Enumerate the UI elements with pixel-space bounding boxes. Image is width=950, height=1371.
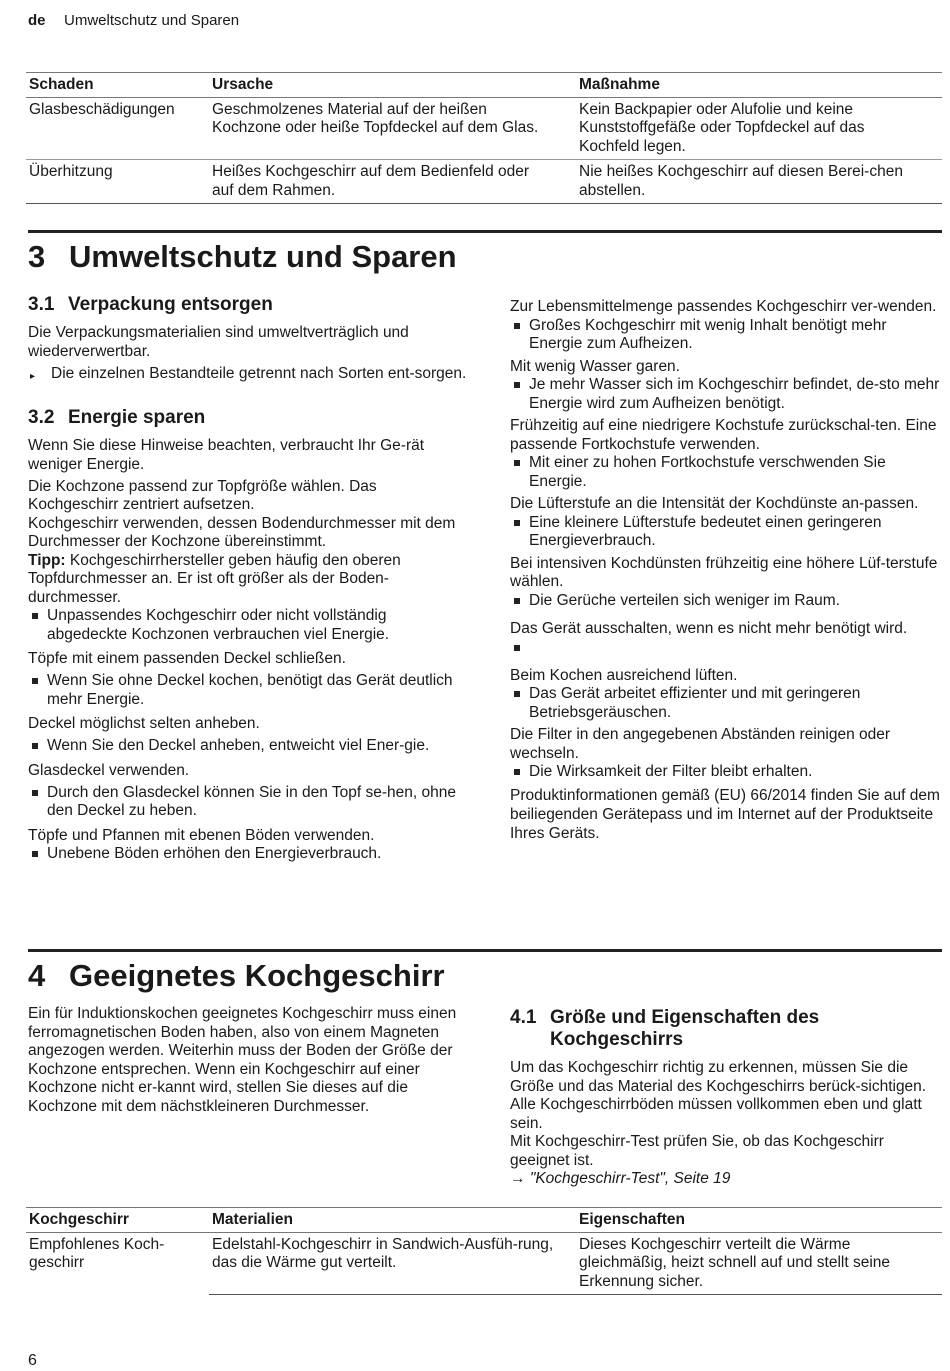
header-title: Umweltschutz und Sparen <box>64 12 240 29</box>
bullet-item <box>28 607 468 644</box>
square-bullet-icon <box>32 790 38 796</box>
table-row <box>26 160 942 204</box>
table-header: Maßnahme <box>576 73 942 98</box>
bullet-item <box>510 514 942 551</box>
section-4-1 <box>510 1007 942 1189</box>
square-bullet-icon <box>514 460 520 466</box>
chapter-4-heading <box>28 958 445 994</box>
bullet-item <box>28 845 468 864</box>
bullet-text: Das Gerät arbeitet effizienter und mit geringeren Betriebsgeräuschen. <box>529 685 861 721</box>
paragraph: Frühzeitig auf eine niedrigere Kochstufe zurückschal-ten. Eine passende Fortkochstufe verwenden. <box>510 417 937 453</box>
paragraph: Wenn Sie diese Hinweise beachten, verbraucht Ihr Ge-rät weniger Energie. <box>28 437 425 473</box>
square-bullet-icon <box>514 598 520 604</box>
square-bullet-icon <box>514 691 520 697</box>
table-cell: Empfohlenes Koch-geschirr <box>29 1235 165 1271</box>
bullet-item <box>28 737 468 756</box>
table-header: Eigenschaften <box>576 1208 942 1233</box>
chapter-4-intro <box>28 1005 460 1116</box>
step-text: Die einzelnen Bestandteile getrennt nach Sorten ent-sorgen. <box>51 364 467 382</box>
square-bullet-icon <box>32 613 38 619</box>
paragraph: Die Lüfterstufe an die Intensität der Kochdünste an-passen. <box>510 495 919 512</box>
page-number: 6 <box>28 1352 37 1369</box>
paragraph: Deckel möglichst selten anheben. <box>28 715 260 732</box>
arrow-right-icon: → <box>510 1170 526 1187</box>
bullet-text: Eine kleinere Lüfterstufe bedeutet einen geringeren Energieverbrauch. <box>529 513 882 549</box>
bullet-item <box>510 592 942 611</box>
section-number: 4.1 <box>510 1007 537 1028</box>
table-cell: Nie heißes Kochgeschirr auf diesen Berei-chen abstellen. <box>576 160 942 204</box>
bullet-item <box>510 685 942 722</box>
bullet-item <box>510 763 942 782</box>
step-item <box>28 365 468 384</box>
chapter-rule <box>28 949 942 952</box>
paragraph: Beim Kochen ausreichend lüften. <box>510 666 738 684</box>
bullet-item <box>28 784 468 821</box>
paragraph: Glasdeckel verwenden. <box>28 761 190 779</box>
table-cell: Kein Backpapier oder Alufolie und keine Kunststoffgefäße oder Topfdeckel auf das Kochfeld legen. <box>576 97 942 160</box>
chapter-number: 4 <box>28 958 46 993</box>
bullet-text: Mit einer zu hohen Fortkochstufe verschwenden Sie Energie. <box>529 454 886 490</box>
paragraph: Das Gerät ausschalten, wenn es nicht mehr benötigt wird. <box>510 620 908 637</box>
paragraph: Mit Kochgeschirr-Test prüfen Sie, ob das Kochgeschirr geeignet ist. <box>510 1133 884 1169</box>
bullet-item <box>510 376 942 413</box>
bullet-item <box>510 639 942 657</box>
bullet-text: Durch den Glasdeckel können Sie in den Topf se-hen, ohne den Deckel zu heben. <box>47 783 457 819</box>
paragraph: Bei intensiven Kochdünsten frühzeitig eine höhere Lüf-terstufe wählen. <box>510 554 938 590</box>
chapter-title: Geeignetes Kochgeschirr <box>69 958 445 993</box>
bullet-item <box>28 672 468 709</box>
header-language: de <box>28 12 46 29</box>
square-bullet-icon <box>514 520 520 526</box>
section-number: 3.1 <box>28 294 55 315</box>
section-title: Energie sparen <box>68 407 206 428</box>
table-header: Ursache <box>209 73 576 98</box>
chapter-3-heading <box>28 239 457 275</box>
paragraph: Um das Kochgeschirr richtig zu erkennen, müssen Sie die Größe und das Material des Kochgeschirrs berück-sichtigen. Alle Kochgeschirrböden müssen vollkommen eben und glatt sein. <box>510 1059 927 1132</box>
square-bullet-icon <box>32 678 38 684</box>
table-row <box>26 1232 942 1295</box>
section-3-1-heading <box>28 294 468 316</box>
paragraph: Töpfe mit einem passenden Deckel schließen. <box>28 650 346 667</box>
square-bullet-icon <box>514 769 520 775</box>
paragraph: Mit wenig Wasser garen. <box>510 357 680 375</box>
square-bullet-icon <box>514 323 520 329</box>
bullet-item <box>510 317 942 354</box>
square-bullet-icon <box>514 645 520 651</box>
table-cell: Dieses Kochgeschirr verteilt die Wärme gleichmäßig, heizt schnell auf und stellt seine Erkennung sicher. <box>576 1232 942 1295</box>
bullet-text: Wenn Sie den Deckel anheben, entweicht viel Ener-gie. <box>47 737 430 754</box>
bullet-text: Die Wirksamkeit der Filter bleibt erhalten. <box>529 763 813 780</box>
table-header-row <box>26 73 942 98</box>
section-title: Verpackung entsorgen <box>68 294 273 315</box>
triangle-bullet-icon: ▸ <box>30 370 36 382</box>
square-bullet-icon <box>32 851 38 857</box>
paragraph: Die Verpackungsmaterialien sind umweltverträglich und wiederverwertbar. <box>28 324 409 360</box>
table-header-row <box>26 1208 942 1233</box>
paragraph: Ein für Induktionskochen geeignetes Kochgeschirr muss einen ferromagnetischen Boden haben, also von einem Magneten angezogen werden. Weiterhin muss der Boden der Größe der Kochzone entsprechen. Wenn ein Kochgeschirr auf einer Kochzone nicht er-kannt wird, stellen Sie dieses auf die Kochzone mit dem nächstkleineren Durchmesser. <box>28 1005 457 1115</box>
right-column <box>510 298 942 843</box>
table-header: Schaden <box>26 73 209 98</box>
table-cell: Edelstahl-Kochgeschirr in Sandwich-Ausfüh-rung, das die Wärme gut verteilt. <box>209 1232 576 1295</box>
chapter-number: 3 <box>28 239 46 274</box>
section-4-1-heading <box>510 1007 942 1051</box>
bullet-item <box>510 454 942 491</box>
reference-link[interactable]: "Kochgeschirr-Test", Seite 19 <box>529 1170 731 1187</box>
cross-reference <box>510 1170 942 1189</box>
bullet-text: Unpassendes Kochgeschirr oder nicht vollständig abgedeckte Kochzonen verbrauchen viel Energie. <box>47 607 390 643</box>
table-cell: Heißes Kochgeschirr auf dem Bedienfeld oder auf dem Rahmen. <box>209 160 576 204</box>
tip-label: Tipp: <box>28 551 66 569</box>
table-cell: Überhitzung <box>26 160 209 204</box>
section-title: Größe und Eigenschaften des Kochgeschirrs <box>550 1007 820 1050</box>
paragraph: Die Kochzone passend zur Topfgröße wählen. Das Kochgeschirr zentriert aufsetzen. <box>28 477 377 513</box>
bullet-text: Unebene Böden erhöhen den Energieverbrauch. <box>47 845 382 862</box>
bullet-text: Großes Kochgeschirr mit wenig Inhalt benötigt mehr Energie zum Aufheizen. <box>529 316 887 352</box>
square-bullet-icon <box>32 743 38 749</box>
bullet-text: Wenn Sie ohne Deckel kochen, benötigt das Gerät deutlich mehr Energie. <box>47 672 453 708</box>
table-cell: Geschmolzenes Material auf der heißen Kochzone oder heiße Topfdeckel auf dem Glas. <box>209 97 576 160</box>
left-column <box>28 294 468 868</box>
tip <box>28 552 468 608</box>
table-row <box>26 97 942 160</box>
paragraph: Töpfe und Pfannen mit ebenen Böden verwenden. <box>28 826 375 844</box>
table-header: Kochgeschirr <box>26 1208 209 1233</box>
paragraph: Die Filter in den angegebenen Abständen reinigen oder wechseln. <box>510 726 891 762</box>
chapter-title: Umweltschutz und Sparen <box>69 239 457 274</box>
paragraph: Produktinformationen gemäß (EU) 66/2014 finden Sie auf dem beiliegenden Gerätepass und im Internet auf der Produktseite Ihres Geräts. <box>510 786 940 842</box>
paragraph: Kochgeschirr verwenden, dessen Bodendurchmesser mit dem Durchmesser der Kochzone übereinstimmt. <box>28 514 456 550</box>
tip-text: Kochgeschirrhersteller geben häufig den oberen Topfdurchmesser an. Er ist oft größer als der Boden-durchmesser. <box>28 551 401 606</box>
bullet-text: Die Gerüche verteilen sich weniger im Raum. <box>529 591 840 609</box>
cookware-table <box>26 1207 942 1295</box>
square-bullet-icon <box>514 382 520 388</box>
bullet-text: Je mehr Wasser sich im Kochgeschirr befindet, de-sto mehr Energie wird zum Aufheizen benötigt. <box>529 376 940 412</box>
section-number: 3.2 <box>28 407 55 428</box>
paragraph: Zur Lebensmittelmenge passendes Kochgeschirr ver-wenden. <box>510 298 937 315</box>
chapter-rule <box>28 230 942 233</box>
damage-table <box>26 72 942 204</box>
table-cell: Glasbeschädigungen <box>26 97 209 160</box>
section-3-2-heading <box>28 407 468 429</box>
table-header: Materialien <box>209 1208 576 1233</box>
